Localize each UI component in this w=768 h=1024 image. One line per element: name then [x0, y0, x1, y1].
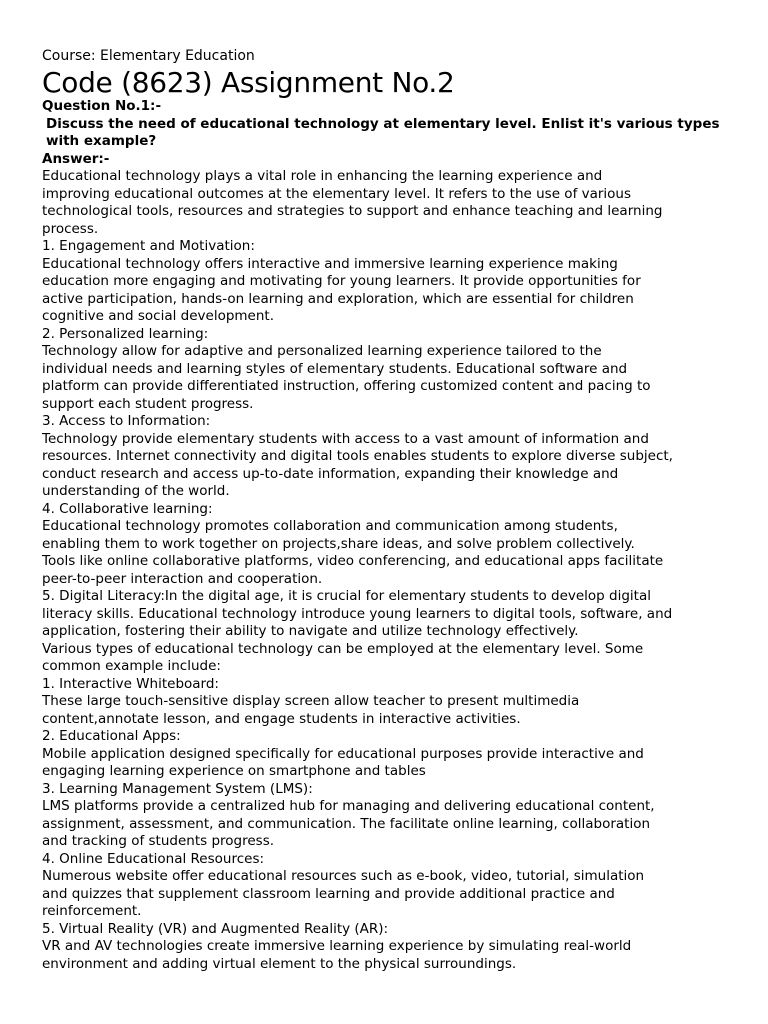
question-label: Question No.1:- [42, 98, 162, 114]
assignment-title: Code (8623) Assignment No.2 [42, 66, 455, 99]
answer-text-line: literacy skills. Educational technology introduce young learners to digital tools, software, and [42, 605, 673, 622]
answer-text-line: enabling them to work together on projects,share ideas, and solve problem collectively. [42, 535, 635, 552]
answer-text-line: active participation, hands-on learning and exploration, which are essential for children [42, 290, 634, 307]
answer-text-line: 1. Engagement and Motivation: [42, 238, 255, 254]
answer-text-line: 2. Personalized learning: [42, 325, 209, 342]
answer-text-line: education more engaging and motivating for young learners. It provide opportunities for [42, 273, 641, 289]
answer-text-line: technological tools, resources and strategies to support and enhance teaching and learning [42, 203, 663, 219]
answer-text-line: 3. Access to Information: [42, 413, 211, 429]
answer-text-line: and tracking of students progress. [42, 833, 275, 849]
answer-text-line: application, fostering their ability to navigate and utilize technology effectively. [42, 623, 579, 639]
question-text: Discuss the need of educational technology at elementary level. Enlist it's various types with example? [46, 115, 720, 149]
answer-text-line: VR and AV technologies create immersive learning experience by simulating real-world [42, 938, 632, 954]
answer-text-line: reinforcement. [42, 903, 142, 919]
answer-text-line: environment and adding virtual element to the physical surroundings. [42, 955, 517, 972]
answer-text-line: LMS platforms provide a centralized hub for managing and delivering educational content, [42, 798, 655, 814]
answer-text-line: engaging learning experience on smartphone and tables [42, 763, 426, 779]
answer-text-line: resources. Internet connectivity and digital tools enables students to explore diverse subject, [42, 448, 673, 464]
answer-text-line: Tools like online collaborative platforms, video conferencing, and educational apps facilitate [42, 553, 664, 569]
course-line: Course: Elementary Education [42, 48, 255, 64]
answer-text-line: 1. Interactive Whiteboard: [42, 675, 219, 692]
answer-text-line: Mobile application designed specifically for educational purposes provide interactive and [42, 745, 644, 762]
answer-text-line: Educational technology plays a vital role in enhancing the learning experience and [42, 168, 603, 184]
answer-text-line: conduct research and access up-to-date information, expanding their knowledge and [42, 465, 619, 482]
answer-text-line: 5. Digital Literacy:In the digital age, it is crucial for elementary students to develop digital [42, 588, 651, 604]
answer-text-line: improving educational outcomes at the elementary level. It refers to the use of various [42, 185, 632, 202]
answer-text-line: These large touch-sensitive display screen allow teacher to present multimedia [42, 693, 580, 709]
answer-text-line: Educational technology promotes collaboration and communication among students, [42, 518, 618, 534]
answer-text-line: individual needs and learning styles of elementary students. Educational software and [42, 360, 628, 377]
answer-text-line: Technology provide elementary students with access to a vast amount of information and [42, 430, 649, 447]
answer-text-line: and quizzes that supplement classroom learning and provide additional practice and [42, 885, 615, 902]
answer-text-line: 2. Educational Apps: [42, 728, 181, 744]
answer-text-line: 5. Virtual Reality (VR) and Augmented Reality (AR): [42, 920, 389, 937]
answer-text-line: 4. Online Educational Resources: [42, 850, 265, 867]
answer-text-line: common example include: [42, 658, 221, 674]
answer-text-line: assignment, assessment, and communication. The facilitate online learning, collaboration [42, 815, 651, 832]
answer-text-line: cognitive and social development. [42, 308, 275, 324]
answer-text-line: Educational technology offers interactive and immersive learning experience making [42, 255, 618, 272]
answer-text-line: Various types of educational technology can be employed at the elementary level. Some [42, 640, 644, 657]
answer-text-line: platform can provide differentiated instruction, offering customized content and pacing to [42, 378, 651, 394]
answer-text-line: 3. Learning Management System (LMS): [42, 780, 313, 797]
answer-text-line: Technology allow for adaptive and personalized learning experience tailored to the [42, 343, 602, 359]
answer-text-line: support each student progress. [42, 395, 254, 412]
answer-body [42, 168, 748, 973]
answer-text-line: 4. Collaborative learning: [42, 500, 213, 517]
answer-label: Answer:- [42, 150, 110, 167]
answer-text-line: understanding of the world. [42, 483, 230, 499]
answer-text-line: Numerous website offer educational resources such as e-book, video, tutorial, simulation [42, 868, 645, 884]
answer-text-line: content,annotate lesson, and engage students in interactive activities. [42, 710, 521, 727]
answer-text-line: peer-to-peer interaction and cooperation. [42, 570, 323, 587]
answer-text-line: process. [42, 220, 99, 237]
